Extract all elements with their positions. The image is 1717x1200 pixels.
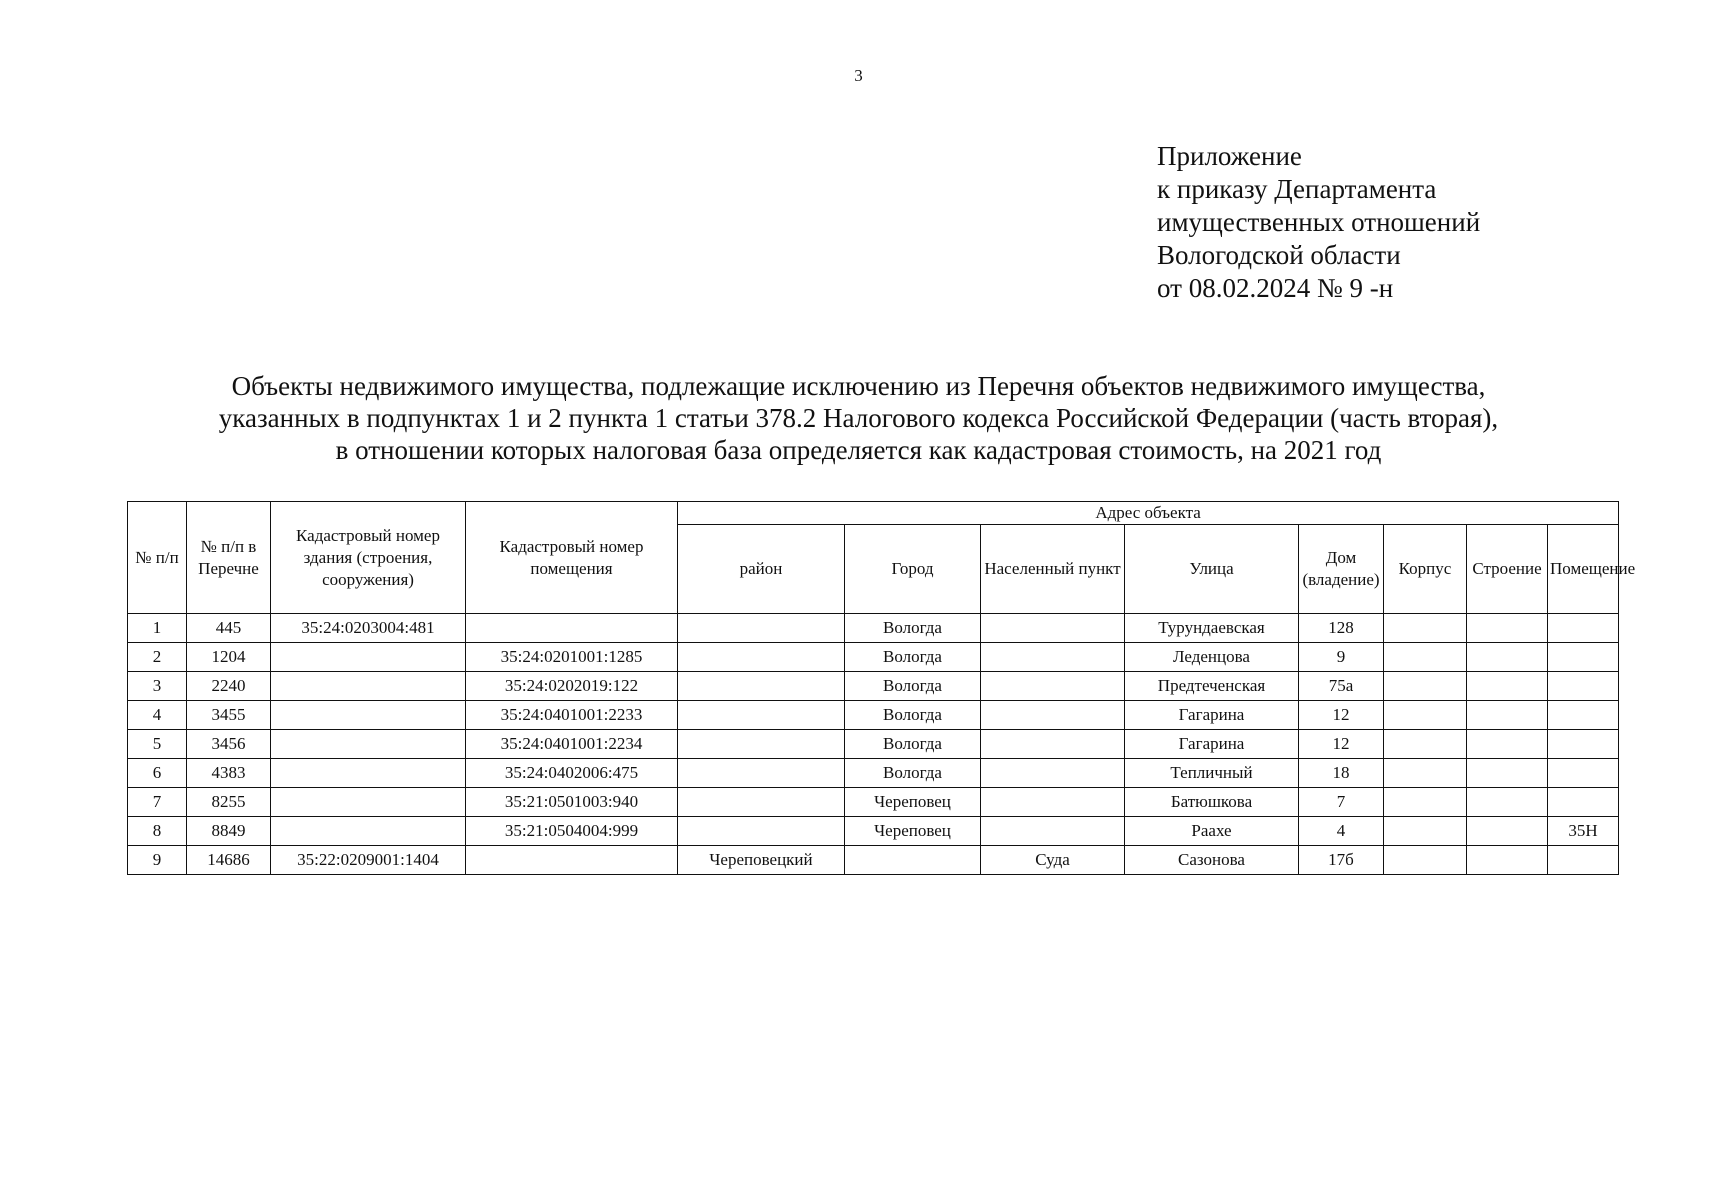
cell-premises: 35:24:0202019:122	[466, 672, 678, 701]
cell-district	[678, 817, 845, 846]
cell-street: Батюшкова	[1125, 788, 1299, 817]
cell-district	[678, 701, 845, 730]
cell-building	[271, 788, 466, 817]
cell-list-num: 1204	[187, 643, 271, 672]
cell-premises	[466, 846, 678, 875]
header-list-num: № п/п в Перечне	[187, 502, 271, 614]
cell-street: Сазонова	[1125, 846, 1299, 875]
cell-list-num: 8255	[187, 788, 271, 817]
cell-district	[678, 614, 845, 643]
cell-stroenie	[1467, 788, 1548, 817]
cell-num: 5	[128, 730, 187, 759]
cell-num: 6	[128, 759, 187, 788]
page-number: 3	[854, 66, 863, 85]
cell-settlement	[981, 730, 1125, 759]
document-title	[0, 370, 1717, 466]
cell-korpus	[1384, 817, 1467, 846]
title-line: указанных в подпунктах 1 и 2 пункта 1 статьи 378.2 Налогового кодекса Российской Федерации (часть вторая),	[218, 403, 1499, 433]
header-pomeshchenie: Помещение	[1548, 525, 1619, 614]
cell-num: 4	[128, 701, 187, 730]
cell-district: Череповецкий	[678, 846, 845, 875]
cell-street: Гагарина	[1125, 730, 1299, 759]
cell-stroenie	[1467, 701, 1548, 730]
header-num: № п/п	[128, 502, 187, 614]
cell-district	[678, 643, 845, 672]
appendix-line: имущественных отношений	[1157, 207, 1481, 237]
header-building-cadastral: Кадастровый номер здания (строения, сооружения)	[271, 502, 466, 614]
cell-settlement	[981, 817, 1125, 846]
cell-district	[678, 759, 845, 788]
cell-street: Тепличный	[1125, 759, 1299, 788]
cell-num: 7	[128, 788, 187, 817]
cell-premises: 35:24:0401001:2233	[466, 701, 678, 730]
cell-street: Предтеченская	[1125, 672, 1299, 701]
table-row	[128, 817, 1619, 846]
cell-city: Вологда	[845, 643, 981, 672]
header-city: Город	[845, 525, 981, 614]
cell-district	[678, 788, 845, 817]
cell-premises	[466, 614, 678, 643]
cell-city: Вологда	[845, 672, 981, 701]
cell-list-num: 2240	[187, 672, 271, 701]
cell-settlement	[981, 788, 1125, 817]
cell-pomeshchenie	[1548, 701, 1619, 730]
table-row	[128, 672, 1619, 701]
cell-building	[271, 701, 466, 730]
cell-settlement	[981, 701, 1125, 730]
table-row	[128, 788, 1619, 817]
cell-street: Гагарина	[1125, 701, 1299, 730]
cell-stroenie	[1467, 614, 1548, 643]
cell-list-num: 3455	[187, 701, 271, 730]
appendix-line: Приложение	[1157, 141, 1302, 171]
cell-building	[271, 643, 466, 672]
cell-korpus	[1384, 614, 1467, 643]
cell-house: 128	[1299, 614, 1384, 643]
cell-settlement	[981, 759, 1125, 788]
cell-city	[845, 846, 981, 875]
table-row	[128, 846, 1619, 875]
cell-house: 18	[1299, 759, 1384, 788]
cell-city: Вологда	[845, 614, 981, 643]
table-row	[128, 730, 1619, 759]
cell-house: 12	[1299, 730, 1384, 759]
cell-stroenie	[1467, 846, 1548, 875]
header-settlement: Населенный пункт	[981, 525, 1125, 614]
cell-building	[271, 759, 466, 788]
objects-table	[127, 501, 1636, 875]
cell-list-num: 8849	[187, 817, 271, 846]
cell-city: Вологда	[845, 759, 981, 788]
cell-house: 12	[1299, 701, 1384, 730]
cell-city: Вологда	[845, 730, 981, 759]
cell-korpus	[1384, 788, 1467, 817]
cell-korpus	[1384, 730, 1467, 759]
cell-pomeshchenie: 35Н	[1548, 817, 1619, 846]
cell-house: 4	[1299, 817, 1384, 846]
cell-num: 2	[128, 643, 187, 672]
cell-street: Раахе	[1125, 817, 1299, 846]
cell-district	[678, 730, 845, 759]
table-body	[128, 614, 1619, 875]
cell-stroenie	[1467, 817, 1548, 846]
header-premises-cadastral: Кадастровый номер помещения	[466, 502, 678, 614]
cell-korpus	[1384, 846, 1467, 875]
cell-num: 3	[128, 672, 187, 701]
appendix-line: к приказу Департамента	[1157, 174, 1437, 204]
header-district: район	[678, 525, 845, 614]
cell-street: Турундаевская	[1125, 614, 1299, 643]
cell-settlement	[981, 672, 1125, 701]
cell-korpus	[1384, 759, 1467, 788]
cell-stroenie	[1467, 759, 1548, 788]
cell-pomeshchenie	[1548, 614, 1619, 643]
cell-street: Леденцова	[1125, 643, 1299, 672]
cell-stroenie	[1467, 730, 1548, 759]
cell-building	[271, 817, 466, 846]
cell-korpus	[1384, 643, 1467, 672]
appendix-line: от 08.02.2024 № 9 -н	[1157, 273, 1394, 303]
cell-list-num: 3456	[187, 730, 271, 759]
cell-stroenie	[1467, 672, 1548, 701]
cell-building: 35:22:0209001:1404	[271, 846, 466, 875]
cell-stroenie	[1467, 643, 1548, 672]
cell-settlement	[981, 614, 1125, 643]
title-line: в отношении которых налоговая база определяется как кадастровая стоимость, на 2021 год	[335, 435, 1382, 465]
title-line: Объекты недвижимого имущества, подлежащие исключению из Перечня объектов недвижимого имущества,	[231, 371, 1486, 401]
cell-premises: 35:24:0401001:2234	[466, 730, 678, 759]
table-row	[128, 643, 1619, 672]
cell-city: Вологда	[845, 701, 981, 730]
cell-settlement	[981, 643, 1125, 672]
header-address-group: Адрес объекта	[678, 502, 1619, 525]
appendix-block	[1157, 140, 1480, 305]
cell-pomeshchenie	[1548, 788, 1619, 817]
cell-premises: 35:21:0504004:999	[466, 817, 678, 846]
cell-premises: 35:21:0501003:940	[466, 788, 678, 817]
cell-pomeshchenie	[1548, 846, 1619, 875]
table-row	[128, 759, 1619, 788]
cell-pomeshchenie	[1548, 672, 1619, 701]
cell-num: 8	[128, 817, 187, 846]
table-row	[128, 614, 1619, 643]
cell-city: Череповец	[845, 817, 981, 846]
cell-korpus	[1384, 672, 1467, 701]
cell-num: 1	[128, 614, 187, 643]
cell-korpus	[1384, 701, 1467, 730]
cell-list-num: 14686	[187, 846, 271, 875]
cell-house: 7	[1299, 788, 1384, 817]
header-korpus: Корпус	[1384, 525, 1467, 614]
cell-list-num: 445	[187, 614, 271, 643]
cell-list-num: 4383	[187, 759, 271, 788]
cell-pomeshchenie	[1548, 759, 1619, 788]
cell-settlement: Суда	[981, 846, 1125, 875]
cell-house: 75а	[1299, 672, 1384, 701]
cell-num: 9	[128, 846, 187, 875]
cell-premises: 35:24:0201001:1285	[466, 643, 678, 672]
table-row	[128, 701, 1619, 730]
appendix-line: Вологодской области	[1157, 240, 1401, 270]
cell-pomeshchenie	[1548, 643, 1619, 672]
cell-building: 35:24:0203004:481	[271, 614, 466, 643]
cell-city: Череповец	[845, 788, 981, 817]
cell-pomeshchenie	[1548, 730, 1619, 759]
cell-premises: 35:24:0402006:475	[466, 759, 678, 788]
cell-district	[678, 672, 845, 701]
header-stroenie: Строение	[1467, 525, 1548, 614]
cell-house: 9	[1299, 643, 1384, 672]
cell-building	[271, 730, 466, 759]
cell-building	[271, 672, 466, 701]
cell-house: 17б	[1299, 846, 1384, 875]
header-house: Дом (владение)	[1299, 525, 1384, 614]
header-street: Улица	[1125, 525, 1299, 614]
